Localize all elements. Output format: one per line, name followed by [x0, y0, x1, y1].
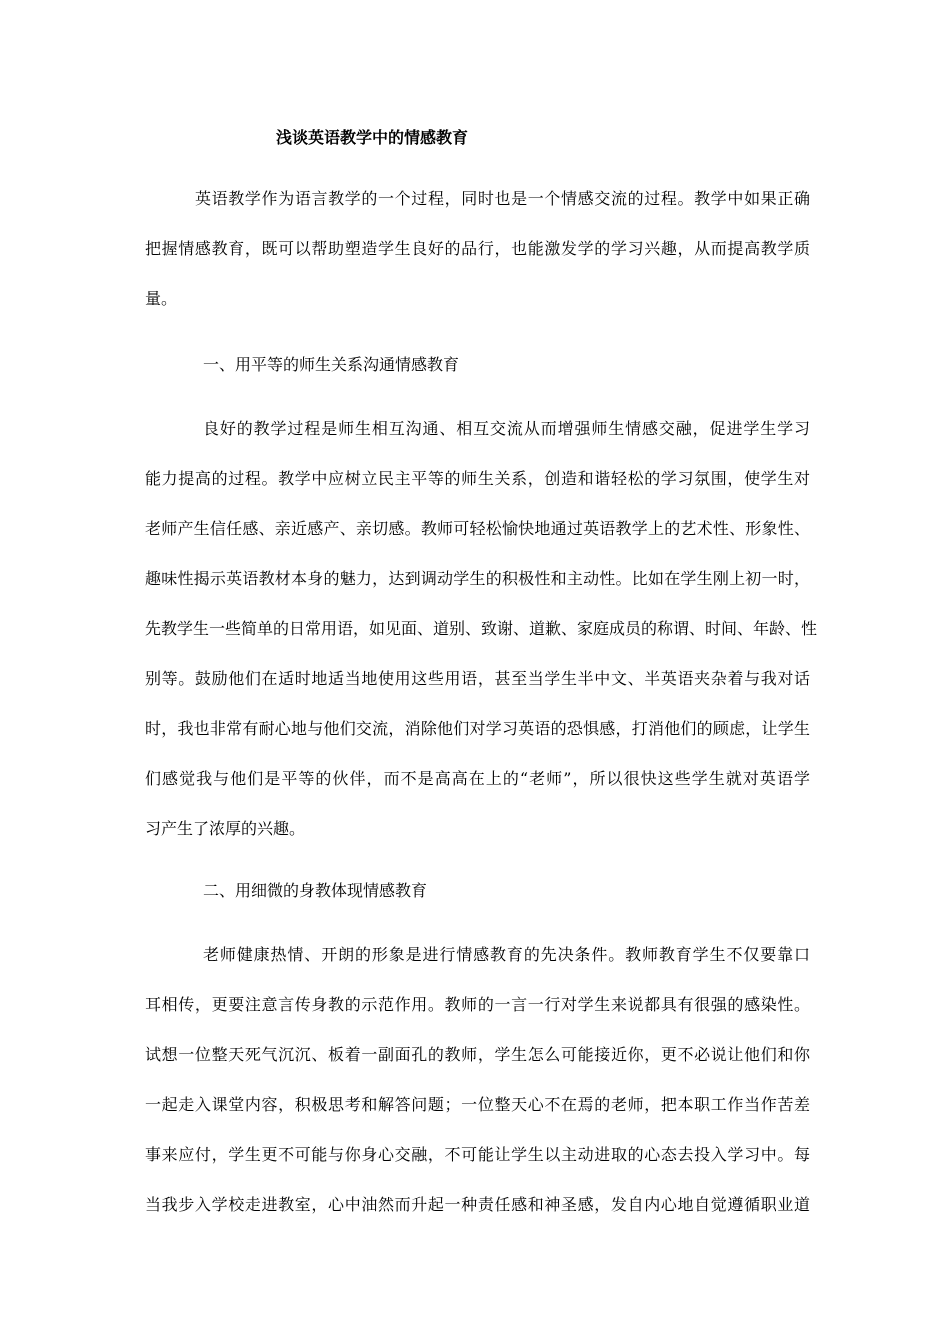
paragraph-line: 别等。鼓励他们在适时地适当地使用这些用语，甚至当学生半中文、半英语夹杂着与我对话: [145, 669, 810, 688]
paragraph-line: 英语教学作为语言教学的一个过程，同时也是一个情感交流的过程。教学中如果正确: [195, 189, 810, 208]
paragraph-line: 们感觉我与他们是平等的伙伴，而不是高高在上的“老师”，所以很快这些学生就对英语学: [145, 769, 810, 788]
paragraph-line: 能力提高的过程。教学中应树立民主平等的师生关系，创造和谐轻松的学习氛围，使学生对: [145, 469, 810, 488]
section-1-heading: 一、用平等的师生关系沟通情感教育: [203, 355, 460, 374]
paragraph-line: 老师健康热情、开朗的形象是进行情感教育的先决条件。教师教育学生不仅要靠口: [203, 945, 810, 964]
document-title: 浅谈英语教学中的情感教育: [276, 128, 469, 147]
paragraph-line: 一起走入课堂内容，积极思考和解答问题；一位整天心不在焉的老师，把本职工作当作苦差: [145, 1095, 810, 1114]
intro-paragraph: [145, 174, 810, 324]
paragraph-line: 时，我也非常有耐心地与他们交流，消除他们对学习英语的恐惧感，打消他们的顾虑，让学生: [145, 719, 810, 738]
paragraph-line: 量。: [145, 289, 178, 308]
paragraph-line: 老师产生信任感、亲近感产、亲切感。教师可轻松愉快地通过英语教学上的艺术性、形象性、: [145, 519, 810, 538]
paragraph-line: 良好的教学过程是师生相互沟通、相互交流从而增强师生情感交融，促进学生学习: [203, 419, 810, 438]
paragraph-line: 事来应付，学生更不可能与你身心交融，不可能让学生以主动进取的心态去投入学习中。每: [145, 1145, 810, 1164]
paragraph-line: 习产生了浓厚的兴趣。: [145, 819, 306, 838]
paragraph-line: 试想一位整天死气沉沉、板着一副面孔的教师，学生怎么可能接近你，更不必说让他们和你: [145, 1045, 810, 1064]
paragraph-line: 趣味性揭示英语教材本身的魅力，达到调动学生的积极性和主动性。比如在学生刚上初一时，: [145, 569, 810, 588]
section-2-heading: 二、用细微的身教体现情感教育: [203, 881, 428, 900]
section-1-paragraph: [145, 404, 818, 854]
paragraph-line: 先教学生一些简单的日常用语，如见面、道别、致谢、道歉、家庭成员的称谓、时间、年龄、性: [145, 619, 818, 638]
section-2-paragraph: [145, 930, 810, 1230]
paragraph-line: 当我步入学校走进教室，心中油然而升起一种责任感和神圣感，发自内心地自觉遵循职业道: [145, 1195, 810, 1214]
paragraph-line: 把握情感教育，既可以帮助塑造学生良好的品行，也能激发学的学习兴趣，从而提高教学质: [145, 239, 810, 258]
paragraph-line: 耳相传，更要注意言传身教的示范作用。教师的一言一行对学生来说都具有很强的感染性。: [145, 995, 810, 1014]
